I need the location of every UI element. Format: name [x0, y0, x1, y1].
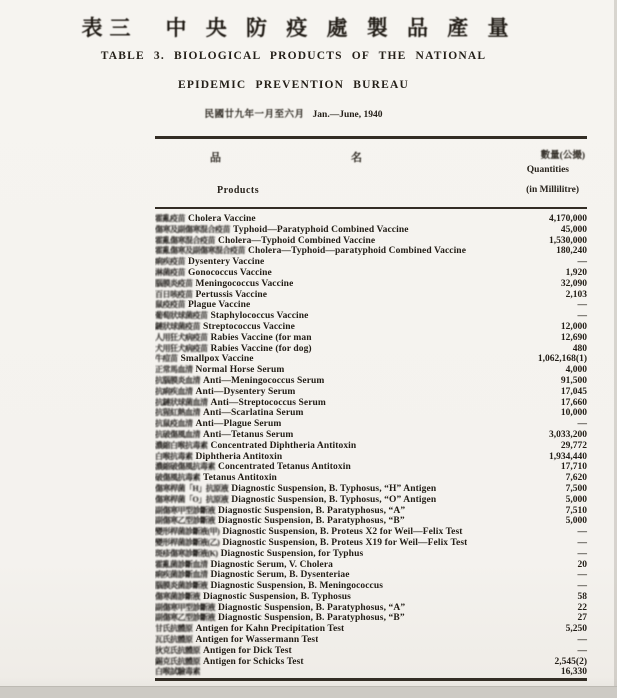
product-name-chinese: 副傷寒乙型診斷液	[155, 516, 215, 526]
table-row	[155, 342, 587, 353]
table-row	[155, 374, 587, 385]
product-name-english: Antigen for Wassermann Test	[195, 635, 319, 646]
quantity-value: 1,062,168(1)	[537, 354, 587, 365]
product-name-english: Typhoid—Paratyphoid Combined Vaccine	[233, 224, 409, 235]
table-row	[155, 396, 587, 407]
quantity-value: 91,500	[560, 375, 587, 386]
table-row	[155, 363, 587, 374]
product-name-chinese: 葡萄狀球菌疫苗	[155, 311, 208, 321]
quantity-value: 4,170,000	[549, 214, 587, 224]
product-name-chinese: 副傷寒甲型診斷液	[155, 602, 215, 612]
product-name-chinese: 傷寒及副傷寒混合疫苗	[155, 224, 230, 234]
product-name-english: Diagnostic Suspension, B. Proteus X2 for Weil—Felix Test	[222, 527, 463, 538]
product-name-english: Diagnostic Suspension, B. Proteus X19 for Weil—Felix Test	[222, 537, 468, 548]
table-row	[155, 266, 587, 277]
quantity-value: —	[577, 311, 587, 322]
table-row	[155, 277, 587, 288]
product-name-english: Anti—Plague Serum	[195, 419, 282, 430]
date-range-chinese: 民國廿九年一月至六月	[204, 110, 305, 120]
table-row	[155, 525, 587, 536]
table-row	[155, 212, 587, 223]
product-name-english: Cholera Vaccine	[188, 214, 256, 224]
product-name-chinese: 傷寒桿菌「H」抗原液	[155, 483, 229, 493]
table-row	[155, 288, 587, 299]
quantity-value: —	[577, 527, 587, 538]
table-row	[155, 471, 587, 482]
product-name-english: Cholera—Typhoid—paratyphoid Combined Vaccine	[248, 246, 467, 257]
table-row	[155, 352, 587, 363]
product-name-chinese: 抗腦膜炎血清	[155, 375, 200, 385]
product-name-english: Anti—Scarlatina Serum	[203, 408, 304, 419]
product-name-chinese: 抗鏈狀球菌血清	[155, 397, 208, 407]
column-header-products: Products	[217, 185, 260, 196]
product-name-english: Anti—Tetanus Serum	[203, 429, 294, 440]
quantity-value: 58	[577, 591, 587, 602]
table-row	[155, 568, 587, 579]
table-row	[155, 514, 587, 525]
quantity-value: 29,772	[560, 440, 587, 451]
product-name-english: Antigen for Schicks Test	[203, 656, 304, 667]
table-row	[155, 558, 587, 569]
product-name-english: Concentrated Tetanus Antitoxin	[218, 462, 351, 473]
product-name-chinese: 人用狂犬病疫苗	[155, 332, 208, 342]
quantity-value: 3,033,200	[549, 429, 587, 440]
product-name	[155, 655, 304, 668]
quantity-value: —	[577, 570, 587, 581]
quantity-value: —	[577, 257, 587, 268]
product-name-english: Anti—Meningococcus Serum	[203, 375, 325, 386]
product-name-english: Antigen for Kahn Precipitation Test	[195, 624, 345, 635]
product-name-english: Diagnostic Suspension, B. Paratyphosus, “B”	[218, 516, 405, 527]
quantity-value: 32,090	[560, 278, 587, 289]
quantity-value: —	[577, 635, 587, 646]
quantity-value: 27	[577, 613, 587, 624]
quantity-value: —	[577, 581, 587, 592]
date-range-line	[0, 106, 587, 120]
product-name-chinese: 抗痢疾血清	[155, 386, 193, 396]
table-row	[155, 234, 587, 245]
quantity-value: —	[577, 548, 587, 559]
table-row	[155, 633, 587, 644]
document-title-english-line1: TABLE 3. BIOLOGICAL PRODUCTS OF THE NATIONAL	[100, 50, 487, 62]
quantity-value: 4,000	[565, 365, 587, 376]
quantity-value: —	[577, 645, 587, 656]
product-name-chinese: 抗鼠疫血清	[155, 419, 193, 429]
product-name-english: Diagnostic Suspension, B. Paratyphosus, “B”	[218, 613, 405, 624]
product-name-chinese: 鏈狀球菌疫苗	[155, 321, 200, 331]
product-name-english: Normal Horse Serum	[195, 365, 285, 376]
product-name-chinese: 霍亂傷寒及副傷寒混合疫苗	[155, 246, 245, 256]
document-title-chinese: 表三 中 央 防 疫 處 製 品 產 量	[81, 16, 516, 40]
product-name-chinese: 霍亂菌診斷血清	[155, 559, 208, 569]
column-header-name-cn-2: 名	[351, 152, 362, 164]
product-name-english: Pertussis Vaccine	[195, 289, 268, 300]
quantity-value: 5,000	[565, 494, 587, 505]
product-name-chinese: 抗猩紅熱血清	[155, 408, 200, 418]
table-row	[155, 298, 587, 309]
product-name-chinese: 鼠疫疫苗	[155, 300, 185, 310]
product-name-chinese: 痢疾菌診斷血清	[155, 570, 208, 580]
product-name-chinese: 霍亂疫苗	[155, 214, 185, 223]
products-table	[155, 136, 587, 681]
table-row	[155, 611, 587, 622]
product-name-english: Diphtheria Antitoxin	[195, 451, 283, 462]
table-row	[155, 493, 587, 504]
quantity-value: —	[577, 419, 587, 430]
product-name-english: Diagnostic Suspension, for Typhus	[220, 548, 364, 559]
product-name-english: Rabies Vaccine (for man	[210, 332, 312, 343]
product-name-chinese: 副傷寒甲型診斷液	[155, 505, 215, 515]
product-name-english: Diagnostic Serum, B. Dysenteriae	[210, 570, 350, 581]
quantity-value: 1,934,440	[549, 451, 587, 462]
product-name-chinese: 霍亂傷寒混合疫苗	[155, 235, 215, 245]
quantity-value: 22	[577, 602, 587, 613]
product-name-english: Rabies Vaccine (for dog)	[210, 343, 312, 354]
quantity-value: 20	[577, 559, 587, 570]
table-row	[155, 309, 587, 320]
product-name-english: Anti—Streptococcus Serum	[210, 397, 326, 408]
column-header-millilitre: (in Millilitre)	[526, 185, 579, 195]
document-title-english-line2: EPIDEMIC PREVENTION BUREAU	[178, 79, 409, 91]
product-name-english: Cholera—Typhoid Combined Vaccine	[218, 235, 376, 246]
table-row	[155, 450, 587, 461]
scan-edge-bottom	[0, 686, 617, 698]
table-row	[155, 655, 587, 666]
product-name-chinese: 腦膜炎疫苗	[155, 278, 193, 288]
product-name-chinese: 破傷風抗毒素	[155, 473, 200, 483]
product-name-chinese: 瓦氏抗體原	[155, 635, 193, 645]
table-row	[155, 601, 587, 612]
table-row	[155, 579, 587, 590]
product-name-english: Diagnostic Serum, V. Cholera	[210, 559, 334, 570]
product-name-chinese: 白喉試驗毒素	[155, 667, 200, 677]
product-name-english: Diagnostic Suspension, B. Typhosus, “O” Antigen	[231, 494, 437, 505]
table-body	[155, 209, 587, 678]
product-name-chinese: 傷寒菌診斷液	[155, 591, 200, 601]
product-name-english: Streptococcus Vaccine	[203, 321, 295, 332]
product-name-chinese: 副傷寒乙型診斷液	[155, 613, 215, 623]
product-name-chinese: 濃縮白喉抗毒素	[155, 440, 208, 450]
product-name-chinese: 甘氏抗體原	[155, 624, 193, 634]
quantity-value: 7,510	[565, 505, 587, 516]
quantity-value: —	[577, 537, 587, 548]
product-name-english: Staphylococcus Vaccine	[210, 311, 309, 322]
column-header-name-cn-1: 品	[210, 152, 221, 164]
quantity-value: 16,330	[560, 667, 587, 678]
product-name-chinese: 白喉抗毒素	[155, 451, 193, 461]
product-name-chinese: 傷寒桿菌「O」抗原液	[155, 494, 229, 504]
product-name-chinese: 變形桿菌診斷液(乙)	[155, 537, 220, 547]
quantity-value: 2,545(2)	[554, 656, 587, 667]
product-name-chinese: 濃縮破傷風抗毒素	[155, 462, 215, 472]
product-name-chinese: 犬用狂犬病疫苗	[155, 343, 208, 353]
product-name-english: Diagnostic Suspension, B. Typhosus, “H” Antigen	[231, 483, 437, 494]
product-name-english: Plague Vaccine	[188, 300, 251, 311]
product-name-chinese: 痢疾疫苗	[155, 257, 185, 267]
product-name-chinese: 抗破傷風血清	[155, 429, 200, 439]
product-name	[155, 665, 203, 678]
table-bottom-rule	[155, 678, 587, 681]
quantity-value: 1,530,000	[549, 235, 587, 246]
product-name-english: Tetanus Antitoxin	[203, 473, 277, 484]
product-name-english: Diagnostic Suspension, B. Typhosus	[203, 591, 351, 602]
quantity-value: 180,240	[556, 246, 587, 257]
quantity-value: 7,620	[565, 473, 587, 484]
quantity-value: —	[577, 300, 587, 311]
quantity-value: 12,000	[560, 321, 587, 332]
product-name-chinese: 變形桿菌診斷液(甲)	[155, 527, 220, 537]
quantity-value: 12,690	[560, 332, 587, 343]
quantity-value: 480	[572, 343, 587, 354]
quantity-value: 10,000	[560, 408, 587, 419]
product-name-chinese: 狄克氏抗體原	[155, 645, 200, 655]
quantity-value: 17,045	[560, 386, 587, 397]
table-row	[155, 244, 587, 255]
product-name-chinese: 淋菌疫苗	[155, 267, 185, 277]
quantity-value: 2,103	[565, 289, 587, 300]
product-name-english: Diagnostic Suspension, B. Paratyphosus, “A”	[218, 602, 406, 613]
table-row	[155, 428, 587, 439]
table-row	[155, 331, 587, 342]
quantity-value: 17,660	[560, 397, 587, 408]
product-name-english: Smallpox Vaccine	[180, 354, 254, 365]
quantity-value: 45,000	[560, 224, 587, 235]
product-name-english: Dysentery Vaccine	[188, 257, 265, 268]
product-name-english: Gonococcus Vaccine	[188, 267, 272, 278]
product-name-english: Antigen for Dick Test	[203, 645, 292, 656]
product-name-chinese: 斑疹傷寒診斷液(K)	[155, 548, 218, 558]
table-row	[155, 644, 587, 655]
table-row	[155, 536, 587, 547]
table-row	[155, 385, 587, 396]
table-row	[155, 460, 587, 471]
quantity-value: 5,000	[565, 516, 587, 527]
product-name-english: Diagnostic Suspension, B. Meningococcus	[210, 581, 384, 592]
quantity-value: 1,920	[565, 267, 587, 278]
table-row	[155, 417, 587, 428]
product-name-chinese: 牛痘苗	[155, 354, 178, 364]
product-name-english: Diagnostic Suspension, B. Paratyphosus, “A”	[218, 505, 406, 516]
table-row	[155, 320, 587, 331]
date-range-english: Jan.—June, 1940	[312, 110, 383, 120]
quantity-value: 5,250	[565, 624, 587, 635]
table-row	[155, 439, 587, 450]
table-row	[155, 406, 587, 417]
table-row	[155, 504, 587, 515]
product-name-english: Meningococcus Vaccine	[195, 278, 294, 289]
product-name-chinese: 百日咳疫苗	[155, 289, 193, 299]
column-header-quantity-cn: 數量(公撮)	[540, 151, 585, 161]
table-row	[155, 223, 587, 234]
product-name-chinese: 正常馬血清	[155, 365, 193, 375]
product-name-chinese: 腦膜炎菌診斷液	[155, 581, 208, 591]
product-name-english: Anti—Dysentery Serum	[195, 386, 296, 397]
quantity-value: 17,710	[560, 462, 587, 473]
table-row	[155, 482, 587, 493]
table-column-headers	[155, 139, 587, 207]
product-name-chinese: 錫克氏抗體原	[155, 656, 200, 666]
column-header-quantities: Quantities	[526, 165, 569, 175]
quantity-value: 7,500	[565, 483, 587, 494]
product-name-english: Concentrated Diphtheria Antitoxin	[210, 440, 357, 451]
